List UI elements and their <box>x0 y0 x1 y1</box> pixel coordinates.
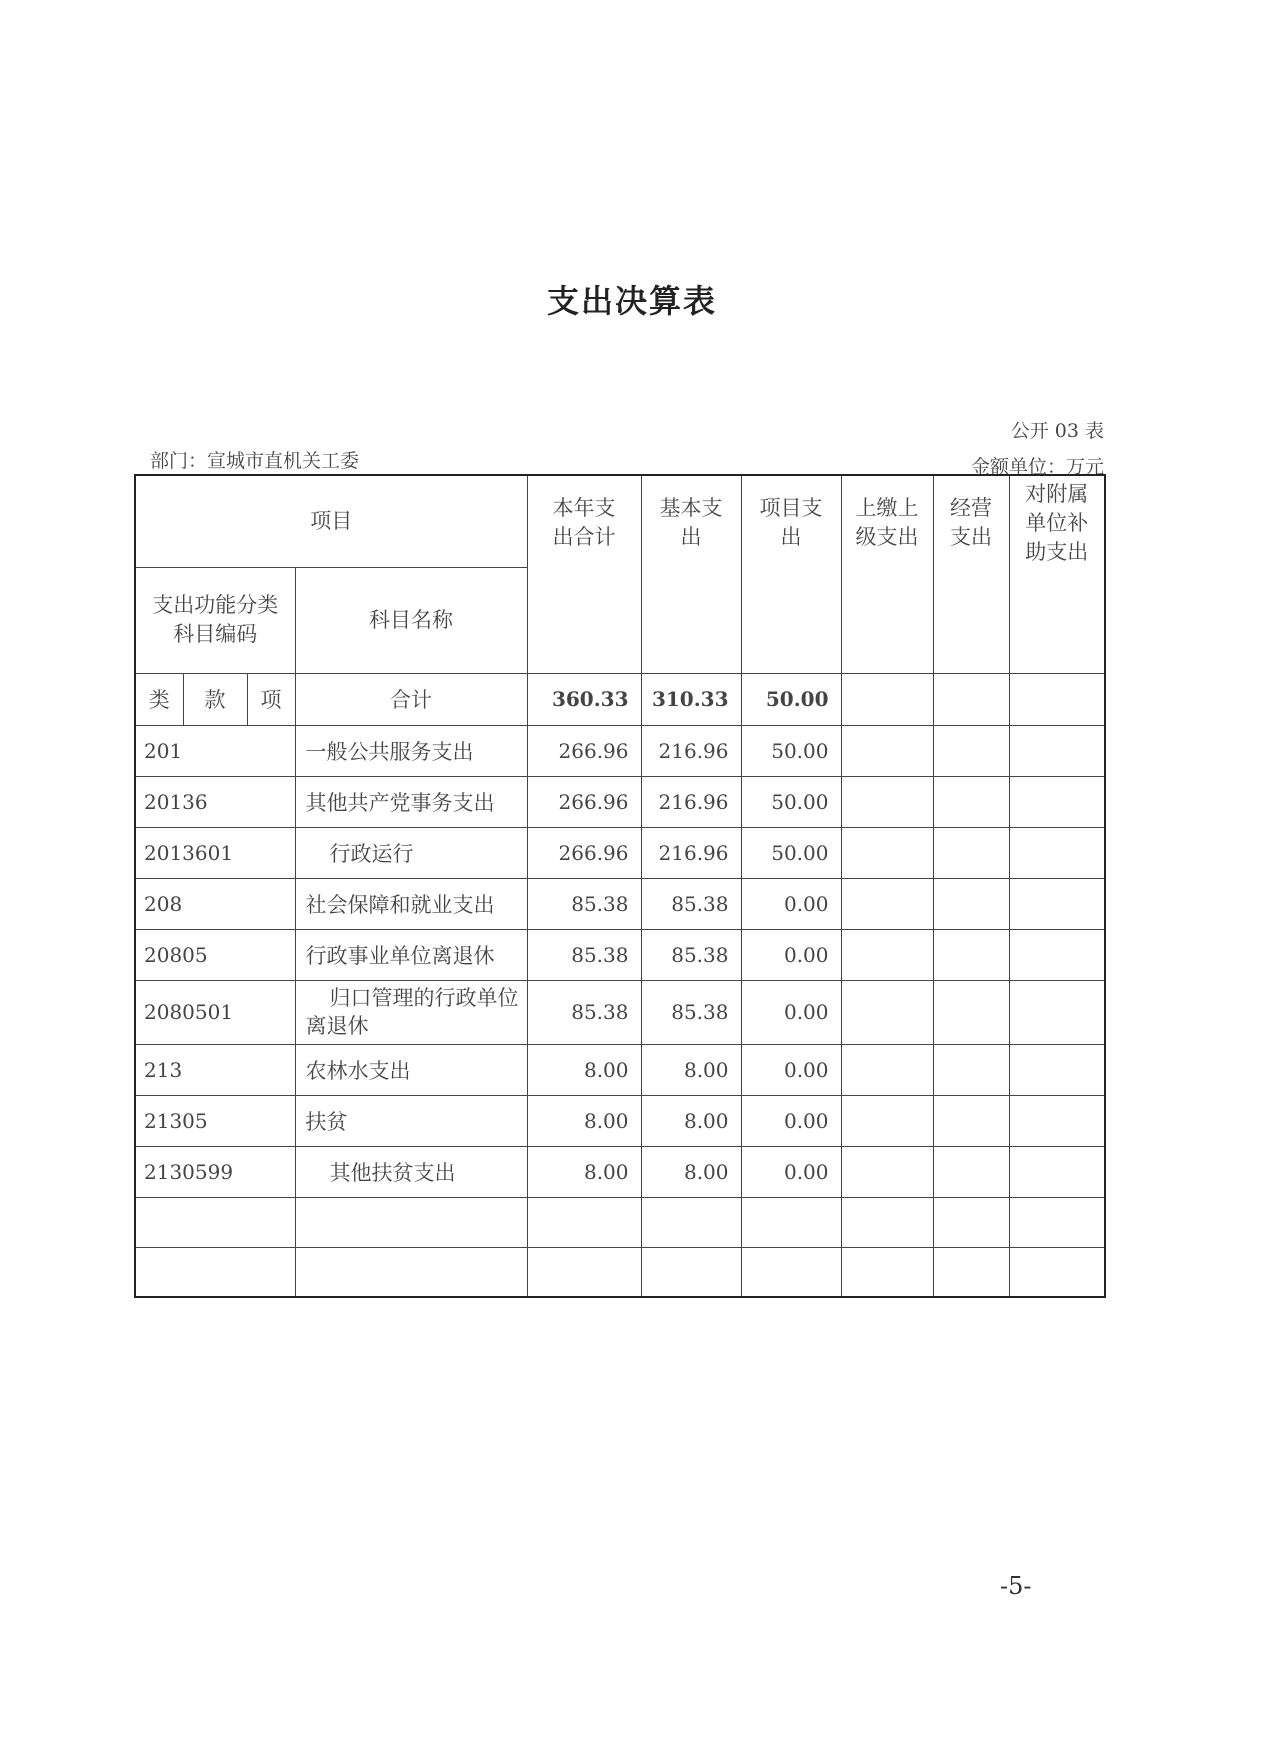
empty-cell <box>1009 1247 1105 1297</box>
row-business <box>933 827 1009 878</box>
summary-upper <box>841 673 933 725</box>
row-basic: 8.00 <box>641 1095 741 1146</box>
row-total: 266.96 <box>527 776 641 827</box>
empty-cell <box>135 1197 295 1247</box>
form-number: 公开 03 表 <box>1010 420 1104 442</box>
row-code: 2080501 <box>135 980 295 1044</box>
row-project: 50.00 <box>741 725 841 776</box>
header-subsidy <box>1009 475 1105 673</box>
empty-cell <box>741 1197 841 1247</box>
empty-cell <box>933 1247 1009 1297</box>
header-func-code <box>135 567 295 673</box>
header-business-label: 经营支出 <box>950 496 992 549</box>
row-code: 20136 <box>135 776 295 827</box>
table-row <box>135 725 1105 776</box>
row-total: 85.38 <box>527 929 641 980</box>
empty-cell <box>641 1247 741 1297</box>
row-total: 266.96 <box>527 827 641 878</box>
row-upper <box>841 1146 933 1197</box>
row-project: 50.00 <box>741 776 841 827</box>
row-business <box>933 878 1009 929</box>
row-total: 85.38 <box>527 980 641 1044</box>
row-upper <box>841 878 933 929</box>
department-label: 部门：宣城市直机关工委 <box>150 450 360 472</box>
header-kuan: 款 <box>183 673 247 725</box>
row-code: 20805 <box>135 929 295 980</box>
row-subsidy <box>1009 776 1105 827</box>
row-upper <box>841 776 933 827</box>
summary-total: 360.33 <box>527 673 641 725</box>
empty-cell <box>527 1247 641 1297</box>
header-business <box>933 475 1009 673</box>
row-code: 201 <box>135 725 295 776</box>
row-basic: 216.96 <box>641 776 741 827</box>
row-subsidy <box>1009 878 1105 929</box>
row-subsidy <box>1009 1095 1105 1146</box>
row-name: 其他扶贫支出 <box>295 1146 527 1197</box>
table-row <box>135 776 1105 827</box>
table-row <box>135 1044 1105 1095</box>
summary-basic: 310.33 <box>641 673 741 725</box>
row-project: 0.00 <box>741 980 841 1044</box>
header-item: 项目 <box>135 475 527 567</box>
header-basic <box>641 475 741 673</box>
table-row <box>135 878 1105 929</box>
row-project: 0.00 <box>741 1044 841 1095</box>
header-basic-label: 基本支出 <box>659 496 723 549</box>
empty-cell <box>641 1197 741 1247</box>
row-code: 21305 <box>135 1095 295 1146</box>
row-total: 8.00 <box>527 1044 641 1095</box>
empty-cell <box>933 1197 1009 1247</box>
table-row <box>135 1146 1105 1197</box>
row-code: 213 <box>135 1044 295 1095</box>
row-subsidy <box>1009 980 1105 1044</box>
header-func-code-label: 支出功能分类科目编码 <box>152 593 279 646</box>
empty-cell <box>841 1197 933 1247</box>
row-basic: 85.38 <box>641 929 741 980</box>
empty-cell <box>741 1247 841 1297</box>
header-row-1 <box>135 475 1105 567</box>
header-project-label: 项目支出 <box>759 496 823 549</box>
row-code: 2130599 <box>135 1146 295 1197</box>
row-basic: 216.96 <box>641 827 741 878</box>
row-upper <box>841 980 933 1044</box>
header-project <box>741 475 841 673</box>
header-upper-label: 上缴上级支出 <box>855 496 919 549</box>
empty-cell <box>295 1247 527 1297</box>
header-lei: 类 <box>135 673 183 725</box>
document-title: 支出决算表 <box>546 282 717 320</box>
row-upper <box>841 827 933 878</box>
summary-project: 50.00 <box>741 673 841 725</box>
row-business <box>933 980 1009 1044</box>
table-row <box>135 929 1105 980</box>
empty-cell <box>295 1197 527 1247</box>
empty-cell <box>1009 1197 1105 1247</box>
empty-row <box>135 1247 1105 1297</box>
header-total-label: 本年支出合计 <box>552 496 616 549</box>
row-upper <box>841 1044 933 1095</box>
row-project: 0.00 <box>741 1146 841 1197</box>
table-row <box>135 827 1105 878</box>
header-xiang: 项 <box>247 673 295 725</box>
row-total: 8.00 <box>527 1146 641 1197</box>
row-business <box>933 1146 1009 1197</box>
summary-business <box>933 673 1009 725</box>
row-name: 一般公共服务支出 <box>295 725 527 776</box>
row-name: 社会保障和就业支出 <box>295 878 527 929</box>
empty-cell <box>135 1247 295 1297</box>
row-name: 行政运行 <box>295 827 527 878</box>
expenditure-table <box>134 474 1106 1298</box>
empty-cell <box>841 1247 933 1297</box>
summary-name: 合计 <box>295 673 527 725</box>
header-upper <box>841 475 933 673</box>
row-name: 其他共产党事务支出 <box>295 776 527 827</box>
row-name: 扶贫 <box>295 1095 527 1146</box>
row-business <box>933 1095 1009 1146</box>
row-project: 0.00 <box>741 878 841 929</box>
row-upper <box>841 1095 933 1146</box>
header-subject-name: 科目名称 <box>295 567 527 673</box>
table-row <box>135 980 1105 1044</box>
header-subsidy-label: 对附属单位补助支出 <box>1025 482 1089 564</box>
row-upper <box>841 725 933 776</box>
row-business <box>933 929 1009 980</box>
empty-cell <box>527 1197 641 1247</box>
row-project: 0.00 <box>741 1095 841 1146</box>
row-code: 2013601 <box>135 827 295 878</box>
row-business <box>933 776 1009 827</box>
amount-unit-label: 金额单位：万元 <box>970 456 1104 478</box>
row-total: 266.96 <box>527 725 641 776</box>
row-basic: 8.00 <box>641 1146 741 1197</box>
row-upper <box>841 929 933 980</box>
summary-subsidy <box>1009 673 1105 725</box>
row-subsidy <box>1009 827 1105 878</box>
row-project: 50.00 <box>741 827 841 878</box>
row-project: 0.00 <box>741 929 841 980</box>
row-name: 行政事业单位离退休 <box>295 929 527 980</box>
row-subsidy <box>1009 725 1105 776</box>
row-subsidy <box>1009 1146 1105 1197</box>
row-name: 归口管理的行政单位离退休 <box>295 980 527 1044</box>
row-basic: 216.96 <box>641 725 741 776</box>
page-number: -5- <box>1000 1572 1032 1600</box>
row-subsidy <box>1009 1044 1105 1095</box>
empty-row <box>135 1197 1105 1247</box>
row-business <box>933 1044 1009 1095</box>
row-name: 农林水支出 <box>295 1044 527 1095</box>
row-basic: 85.38 <box>641 878 741 929</box>
row-business <box>933 725 1009 776</box>
row-basic: 8.00 <box>641 1044 741 1095</box>
row-basic: 85.38 <box>641 980 741 1044</box>
header-total <box>527 475 641 673</box>
table-row <box>135 1095 1105 1146</box>
row-subsidy <box>1009 929 1105 980</box>
row-total: 85.38 <box>527 878 641 929</box>
row-total: 8.00 <box>527 1095 641 1146</box>
row-code: 208 <box>135 878 295 929</box>
summary-row <box>135 673 1105 725</box>
